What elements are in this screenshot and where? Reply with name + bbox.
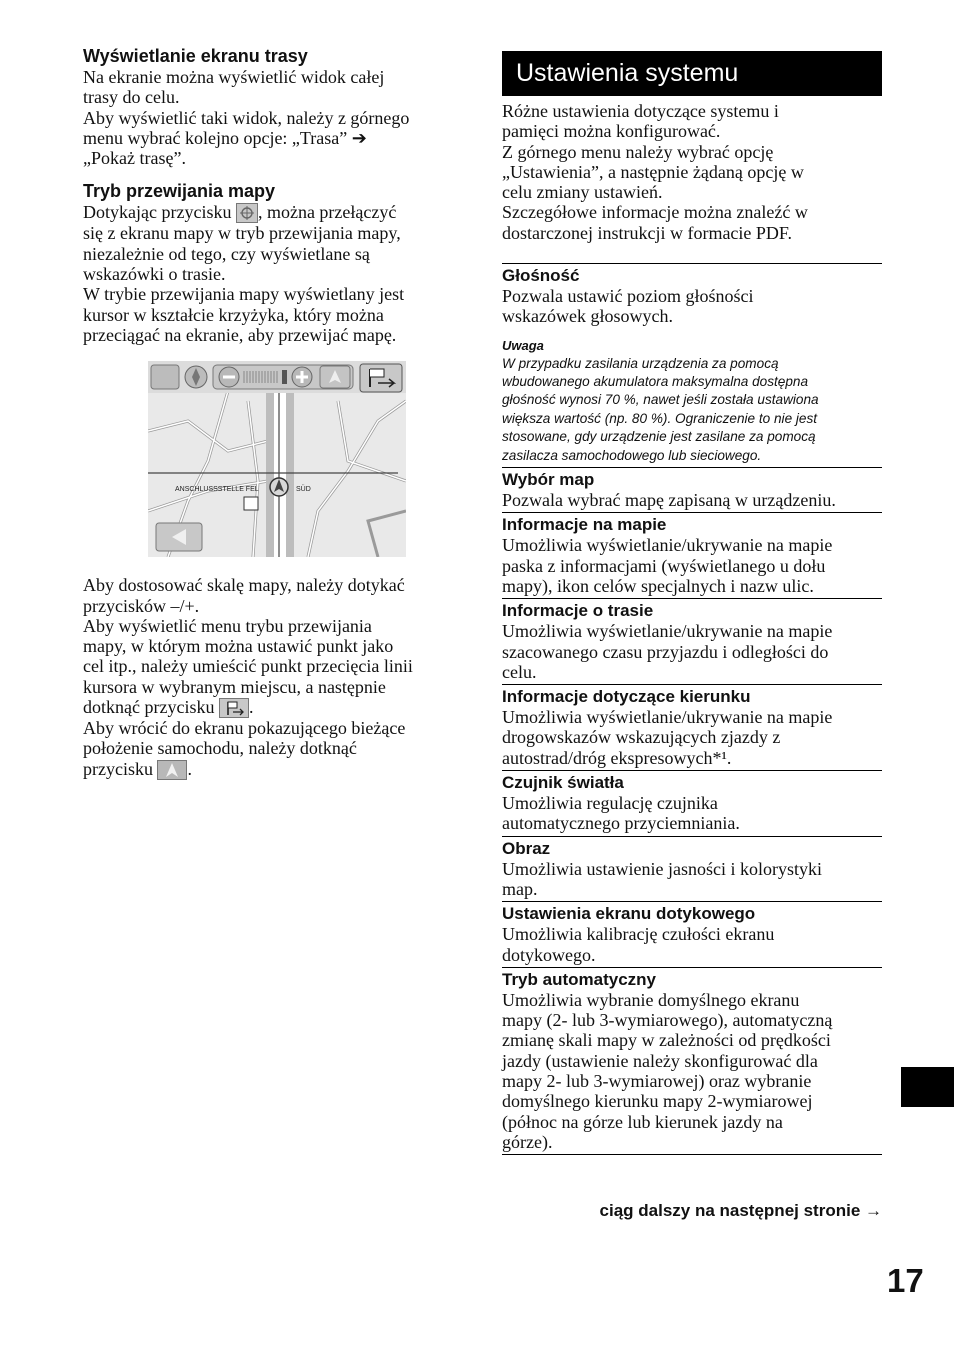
- text-line: Umożliwia wyświetlanie/ukrywanie na mapie: [502, 707, 833, 728]
- text-fragment: , można przełączyć: [257, 202, 397, 223]
- text-line: niezależnie od tego, czy wyświetlane są: [83, 243, 370, 264]
- text-line: trasy do celu.: [83, 87, 180, 108]
- setting-title: Informacje o trasie: [502, 601, 654, 621]
- setting-title: Czujnik światła: [502, 773, 624, 793]
- intro-text: [502, 101, 882, 243]
- text-line: górze).: [502, 1131, 553, 1152]
- text-line: domyślnego kierunku mapy 2-wymiarowej: [502, 1091, 813, 1112]
- text-line: cel itp., należy umieścić punkt przecięcia linii: [83, 656, 413, 677]
- text-fragment: .: [187, 758, 192, 779]
- text-line: drogowskazów wskazujących zjazdy z: [502, 727, 781, 748]
- note-title: Uwaga: [502, 337, 544, 353]
- note-line: głośność wynosi 70 %, nawet jeśli została ustawiona: [502, 392, 819, 408]
- setting-touchscreen: [502, 901, 882, 967]
- text-line: mapy 2- lub 3-wymiarowej) oraz wybranie: [502, 1071, 812, 1092]
- map-street-label-right: SÜD: [296, 486, 311, 494]
- text-line: mapy (2- lub 3-wymiarowego), automatyczną: [502, 1010, 833, 1031]
- text-line: Umożliwia wybranie domyślnego ekranu: [502, 989, 800, 1010]
- setting-volume: [502, 263, 882, 467]
- text-line: Pozwala ustawić poziom głośności: [502, 286, 754, 307]
- setting-map-selection: [502, 467, 882, 512]
- setting-route-info: [502, 598, 882, 684]
- left-column: [83, 46, 463, 780]
- heading-route-screen: Wyświetlanie ekranu trasy: [83, 46, 308, 66]
- map-screenshot: [148, 361, 406, 557]
- text-line: W trybie przewijania mapy wyświetlany jest: [83, 284, 405, 305]
- text-line: kursor w kształcie krzyżyka, który można: [83, 304, 384, 325]
- note-line: zasilacza samochodowego lub sieciowego.: [502, 447, 762, 463]
- text-line: [83, 759, 463, 780]
- text-line: Umożliwia regulację czujnika: [502, 793, 718, 814]
- section-divider: [502, 1154, 882, 1155]
- setting-title: Informacje dotyczące kierunku: [502, 687, 751, 707]
- text-line: Pozwala wybrać mapę zapisaną w urządzeniu.: [502, 490, 836, 511]
- current-position-button-icon: [157, 760, 187, 780]
- text-line: przycisków –/+.: [83, 595, 200, 616]
- text-line: autostrad/dróg ekspresowych*¹.: [502, 747, 732, 768]
- text-line: automatycznego przyciemniania.: [502, 813, 740, 834]
- note-line: większa wartość (np. 80 %). Ograniczenie to nie jest: [502, 410, 818, 426]
- text-line: pamięci można konfigurować.: [502, 121, 721, 142]
- section-banner: Ustawienia systemu: [502, 51, 882, 96]
- note-line: stosowane, gdy urządzenie jest zasilane za pomocą: [502, 429, 816, 445]
- text-line: kursora w wybranym miejscu, a następnie: [83, 676, 386, 697]
- text-fragment: .: [248, 697, 254, 718]
- text-line: Aby wyświetlić taki widok, należy z górnego: [83, 107, 410, 128]
- setting-title: Obraz: [502, 838, 551, 858]
- text-line: menu wybrać kolejno opcje: „Trasa” ➔: [83, 127, 367, 148]
- text-line: Umożliwia wyświetlanie/ukrywanie na mapie: [502, 621, 833, 642]
- text-fragment: przycisku: [83, 758, 153, 779]
- text-line: Z górnego menu należy wybrać opcję: [502, 141, 774, 162]
- route-screen-text: [83, 67, 463, 168]
- text-line: „Pokaż trasę”.: [83, 148, 186, 169]
- text-line: dotykowego.: [502, 944, 596, 965]
- continued-note: ciąg dalszy na następnej stronie →: [599, 1201, 882, 1220]
- text-line: Umożliwia ustawienie jasności i kolorystyki: [502, 858, 822, 879]
- setting-title: Głośność: [502, 266, 580, 286]
- text-line: celu.: [502, 661, 537, 682]
- text-line: Umożliwia kalibrację czułości ekranu: [502, 924, 775, 945]
- text-line: „Ustawienia”, a następnie żądaną opcję w: [502, 161, 804, 182]
- setting-image: [502, 836, 882, 902]
- text-line: Aby dostosować skalę mapy, należy dotykać: [83, 575, 405, 596]
- map-street-label: ANSCHLUSSSTELLE FEL: [175, 486, 259, 494]
- text-line: mapy), ikon celów specjalnych i nazw ulic.: [502, 576, 814, 596]
- text-line: paska z informacjami (wyświetlanego u dołu: [502, 555, 826, 576]
- note-line: W przypadku zasilania urządzenia za pomocą: [502, 355, 779, 371]
- text-line: wskazówki o trasie.: [83, 264, 226, 285]
- setting-title: Wybór map: [502, 470, 595, 490]
- text-line: położenie samochodu, należy dotknąć: [83, 738, 357, 759]
- text-line: się z ekranu mapy w tryb przewijania mapy,: [83, 223, 401, 244]
- right-column: [502, 51, 882, 1155]
- text-line: jazdy (ustawienie należy skonfigurować dla: [502, 1050, 818, 1071]
- text-line: Aby wyświetlić menu trybu przewijania: [83, 615, 372, 636]
- setting-light-sensor: [502, 770, 882, 836]
- setting-direction-info: [502, 684, 882, 770]
- heading-scroll-mode: Tryb przewijania mapy: [83, 181, 276, 202]
- map-illustration: [148, 361, 406, 557]
- setting-title: Informacje na mapie: [502, 515, 667, 535]
- text-line: Różne ustawienia dotyczące systemu i: [502, 101, 779, 121]
- text-line: [83, 202, 463, 223]
- text-fragment: dotknąć przycisku: [83, 697, 215, 718]
- text-line: dostarczonej instrukcji w formacie PDF.: [502, 222, 792, 243]
- flag-menu-button-icon: [219, 698, 249, 718]
- text-line: zmianę skali mapy w zależności od prędkości: [502, 1030, 831, 1051]
- text-line: Szczegółowe informacje można znaleźć w: [502, 202, 808, 223]
- scroll-mode-button-icon: [236, 203, 258, 223]
- text-line: szacowanego czasu przyjazdu i odległości do: [502, 641, 829, 662]
- setting-auto-mode: [502, 967, 882, 1154]
- text-line: Umożliwia wyświetlanie/ukrywanie na mapie: [502, 535, 833, 556]
- setting-title: Tryb automatyczny: [502, 969, 656, 989]
- text-line: Aby wrócić do ekranu pokazującego bieżące: [83, 718, 406, 739]
- text-fragment: Dotykając przycisku: [83, 202, 232, 223]
- text-line: przeciągać na ekranie, aby przewijać mapę.: [83, 324, 397, 345]
- text-line: mapy, w którym można ustawić punkt jako: [83, 636, 394, 657]
- text-line: wskazówek głosowych.: [502, 306, 673, 327]
- text-line: Na ekranie można wyświetlić widok całej: [83, 67, 385, 87]
- text-line: celu zmiany ustawień.: [502, 182, 663, 203]
- text-line: map.: [502, 878, 538, 899]
- text-line: (północ na górze lub kierunek jazdy na: [502, 1111, 783, 1132]
- text-line: [83, 697, 463, 718]
- setting-title: Ustawienia ekranu dotykowego: [502, 904, 756, 924]
- chapter-tab: [901, 1067, 954, 1107]
- note-line: wbudowanego akumulatora maksymalna dostępna: [502, 374, 809, 390]
- page-number: 17: [887, 1262, 924, 1299]
- setting-map-info: [502, 512, 882, 598]
